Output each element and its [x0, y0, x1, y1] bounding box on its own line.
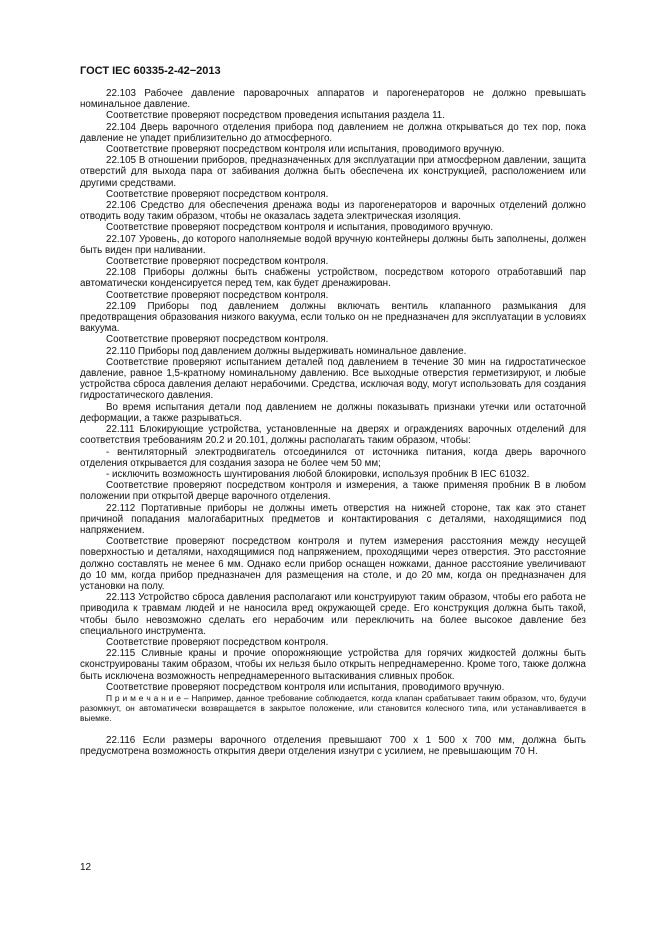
paragraph-compliance: Соответствие проверяют посредством контроля и путем измерения расстояния между несущей поверхностью и деталями, находящимися под напряжением, проходящими через отверстия. Это расстояние должно составлять не менее 6 мм. Однако если прибор оснащен ножками, данное расстояние увеличивают до 10 мм, когда прибор предназначен для размещения на столе, и до 20 мм, когда он предназначен для установки на полу.: [80, 536, 586, 592]
paragraph-compliance: Соответствие проверяют посредством контроля.: [106, 636, 329, 648]
paragraph-22-115: 22.115 Сливные краны и прочие опорожняющие устройства для горячих жидкостей должны быть сконструированы таким образом, чтобы их нельзя было открыть непреднамеренно. Кроме того, также должна быть исключена возможность непреднамеренного вытаскивания сливных пробок.: [80, 648, 586, 682]
paragraph-compliance: Соответствие проверяют посредством контроля.: [106, 289, 329, 301]
document-header: ГОСТ IEC 60335-2-42−2013: [80, 65, 221, 77]
paragraph-22-103: 22.103 Рабочее давление пароварочных аппаратов и парогенераторов не должно превышать номинальное давление.: [80, 88, 586, 111]
paragraph-compliance: Соответствие проверяют посредством контроля и испытания, проводимого вручную.: [106, 222, 494, 234]
paragraph-compliance: Соответствие проверяют посредством контроля.: [106, 188, 329, 200]
paragraph-compliance: Соответствие проверяют посредством контроля или испытания, проводимого вручную.: [106, 681, 505, 693]
paragraph-22-112: 22.112 Портативные приборы не должны иметь отверстия на нижней стороне, так как это станет причиной попадания малогабаритных предметов и контактирования с деталями, находящимися под напряжением.: [80, 502, 586, 536]
paragraph-22-111: 22.111 Блокирующие устройства, установленные на дверях и ограждениях варочных отделений для соответствия требованиям 20.2 и 20.101, должны располагать таким образом, чтобы:: [80, 424, 586, 447]
paragraph-22-109: 22.109 Приборы под давлением должны включать вентиль клапанного размыкания для предотвращения образования низкого вакуума, если только он не предназначен для эксплуатации в условиях вакуума.: [80, 300, 586, 335]
page-number: 12: [80, 862, 92, 873]
paragraph-compliance: Соответствие проверяют посредством контроля и измерения, а также применяя пробник В в любом положении при открытой дверце варочного отделения.: [80, 480, 586, 503]
paragraph-compliance: Соответствие проверяют посредством контроля или испытания, проводимого вручную.: [106, 144, 505, 156]
paragraph-compliance: Соответствие проверяют посредством контроля.: [106, 334, 329, 346]
list-item: - исключить возможность шунтирования любой блокировки, используя пробник В IEC 61032.: [106, 468, 530, 480]
paragraph-compliance: Соответствие проверяют испытанием деталей под давлением в течение 30 мин на гидростатическое давление, равное 1,5-кратному номинальному давлению. Все выходные отверстия герметизируют, и любые устройства сброса давления делают нерабочими. Средства, исключая воду, могут использовать для создания гидростатического давления.: [80, 356, 586, 402]
paragraph-22-110: 22.110 Приборы под давлением должны выдерживать номинальное давление.: [106, 345, 467, 357]
document-body: [80, 88, 586, 757]
paragraph-test-note: Во время испытания детали под давлением не должны показывать признаки утечки или остаточной деформации, а также разрываться.: [80, 401, 586, 424]
paragraph-compliance: Соответствие проверяют посредством контроля.: [106, 256, 329, 268]
paragraph-22-106: 22.106 Средство для обеспечения дренажа воды из парогенераторов и варочных отделений должно отводить воду таким образом, чтобы не оказалась задета электрическая изоляция.: [80, 200, 586, 223]
paragraph-compliance: Соответствие проверяют посредством проведения испытания раздела 11.: [106, 110, 445, 122]
paragraph-22-113: 22.113 Устройство сброса давления располагают или конструируют таким образом, чтобы его работа не приводила к травмам людей и не наносила вред окружающей среде. Его конструкция должна быть такой, чтобы было невозможно сделать его нерабочим или переключить на более высокое давление без специального инструмента.: [80, 592, 586, 637]
paragraph-22-104: 22.104 Дверь варочного отделения прибора под давлением не должна открываться до тех пор, пока давление не упадет приблизительно до атмосферного.: [80, 121, 586, 144]
paragraph-22-116: 22.116 Если размеры варочного отделения превышают 700 х 1 500 х 700 мм, должна быть предусмотрена возможность открытия двери отделения изнутри с усилием, не превышающим 70 Н.: [80, 734, 586, 758]
paragraph-22-107: 22.107 Уровень, до которого наполняемые водой вручную контейнеры должны быть заполнены, должен быть виден при наливании.: [80, 233, 586, 256]
note: [80, 693, 586, 723]
note-text: Например, данное требование соблюдается, когда клапан срабатывает таким образом, что, будучи разомкнут, он автоматически возвращается в закрытое положение, или становится колесного типа, или устанавливается в выемке.: [80, 692, 586, 723]
paragraph-22-105: 22.105 В отношении приборов, предназначенных для эксплуатации при атмосферном давлении, защита отверстий для выхода пара от забивания должна быть обеспечена их конструкцией, расположением или другими средствами.: [80, 155, 586, 189]
list-item: - вентиляторный электродвигатель отсоединился от источника питания, когда дверь варочного отделения открывается для создания зазора не более чем 50 мм;: [80, 446, 586, 469]
paragraph-22-108: 22.108 Приборы должны быть снабжены устройством, посредством которого отработавший пар автоматически конденсируется перед тем, как будет дренажирован.: [80, 267, 586, 290]
note-label: П р и м е ч а н и е –: [106, 692, 189, 703]
